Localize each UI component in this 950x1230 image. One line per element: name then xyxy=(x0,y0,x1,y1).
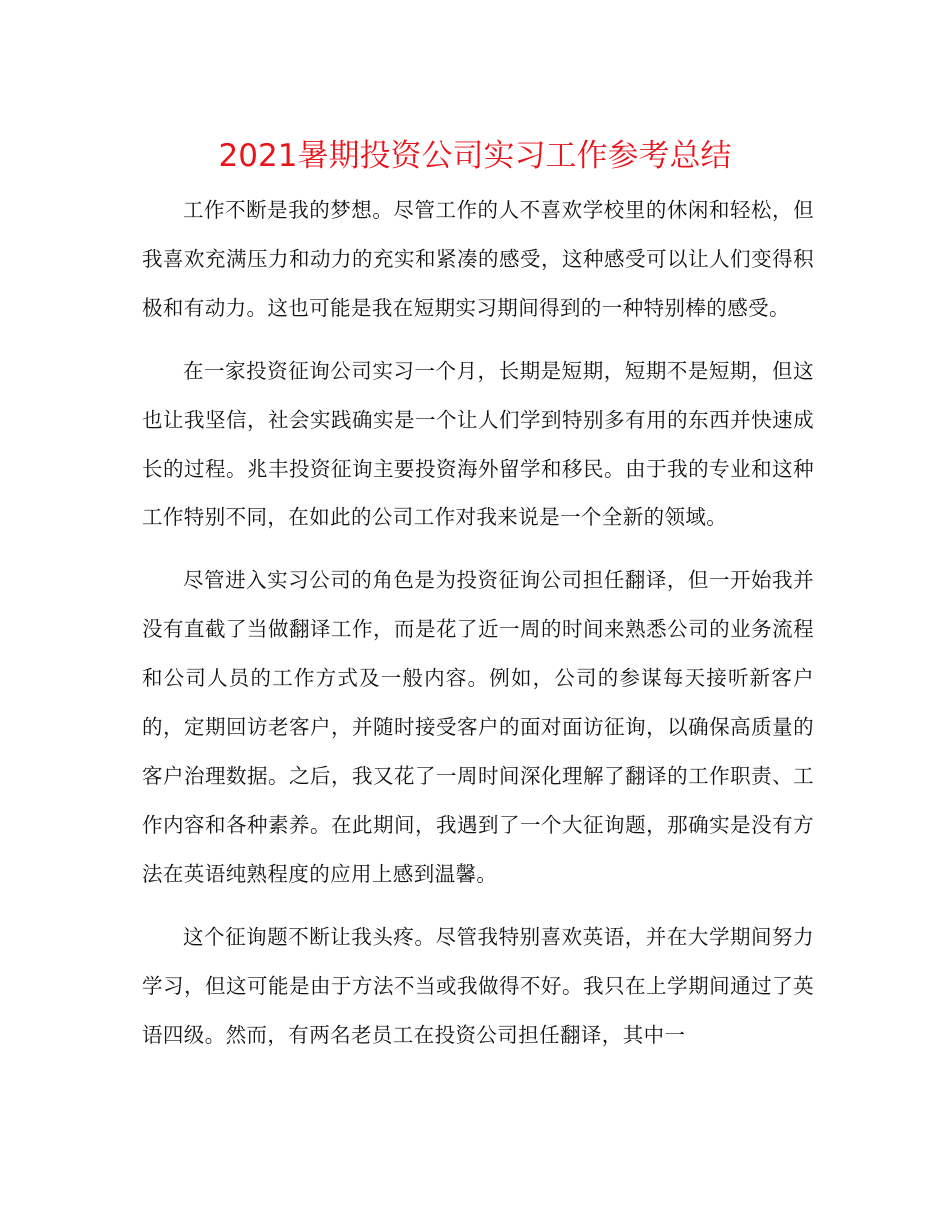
paragraph-1: 工作不断是我的梦想。尽管工作的人不喜欢学校里的休闲和轻松，但我喜欢充满压力和动力的充实和紧凑的感受，这种感受可以让人们变得积极和有动力。这也可能是我在短期实习期间得到的一种特别棒的感受。 xyxy=(142,198,814,320)
document-body xyxy=(142,186,814,1073)
paragraph-4: 这个征询题不断让我头疼。尽管我特别喜欢英语，并在大学期间努力学习，但这可能是由于方法不当或我做得不好。我只在上学期间通过了英语四级。然而，有两名老员工在投资公司担任翻译，其中一 xyxy=(142,924,814,1047)
paragraph-3: 尽管进入实习公司的角色是为投资征询公司担任翻译，但一开始我并没有直截了当做翻译工作，而是花了近一周的时间来熟悉公司的业务流程和公司人员的工作方式及一般内容。例如，公司的参谋每天接听新客户的，定期回访老客户，并随时接受客户的面对面访征询，以确保高质量的客户治理数据。之后，我又花了一周时间深化理解了翻译的工作职责、工作内容和各种素养。在此期间，我遇到了一个大征询题，那确实是没有方法在英语纯熟程度的应用上感到温馨。 xyxy=(142,568,814,886)
document-title: 2021暑期投资公司实习工作参考总结 xyxy=(218,138,732,174)
paragraph-2: 在一家投资征询公司实习一个月，长期是短期，短期不是短期，但这也让我坚信，社会实践确实是一个让人们学到特别多有用的东西并快速成长的过程。兆丰投资征询主要投资海外留学和移民。由于我的专业和这种工作特别不同，在如此的公司工作对我来说是一个全新的领域。 xyxy=(142,358,814,530)
